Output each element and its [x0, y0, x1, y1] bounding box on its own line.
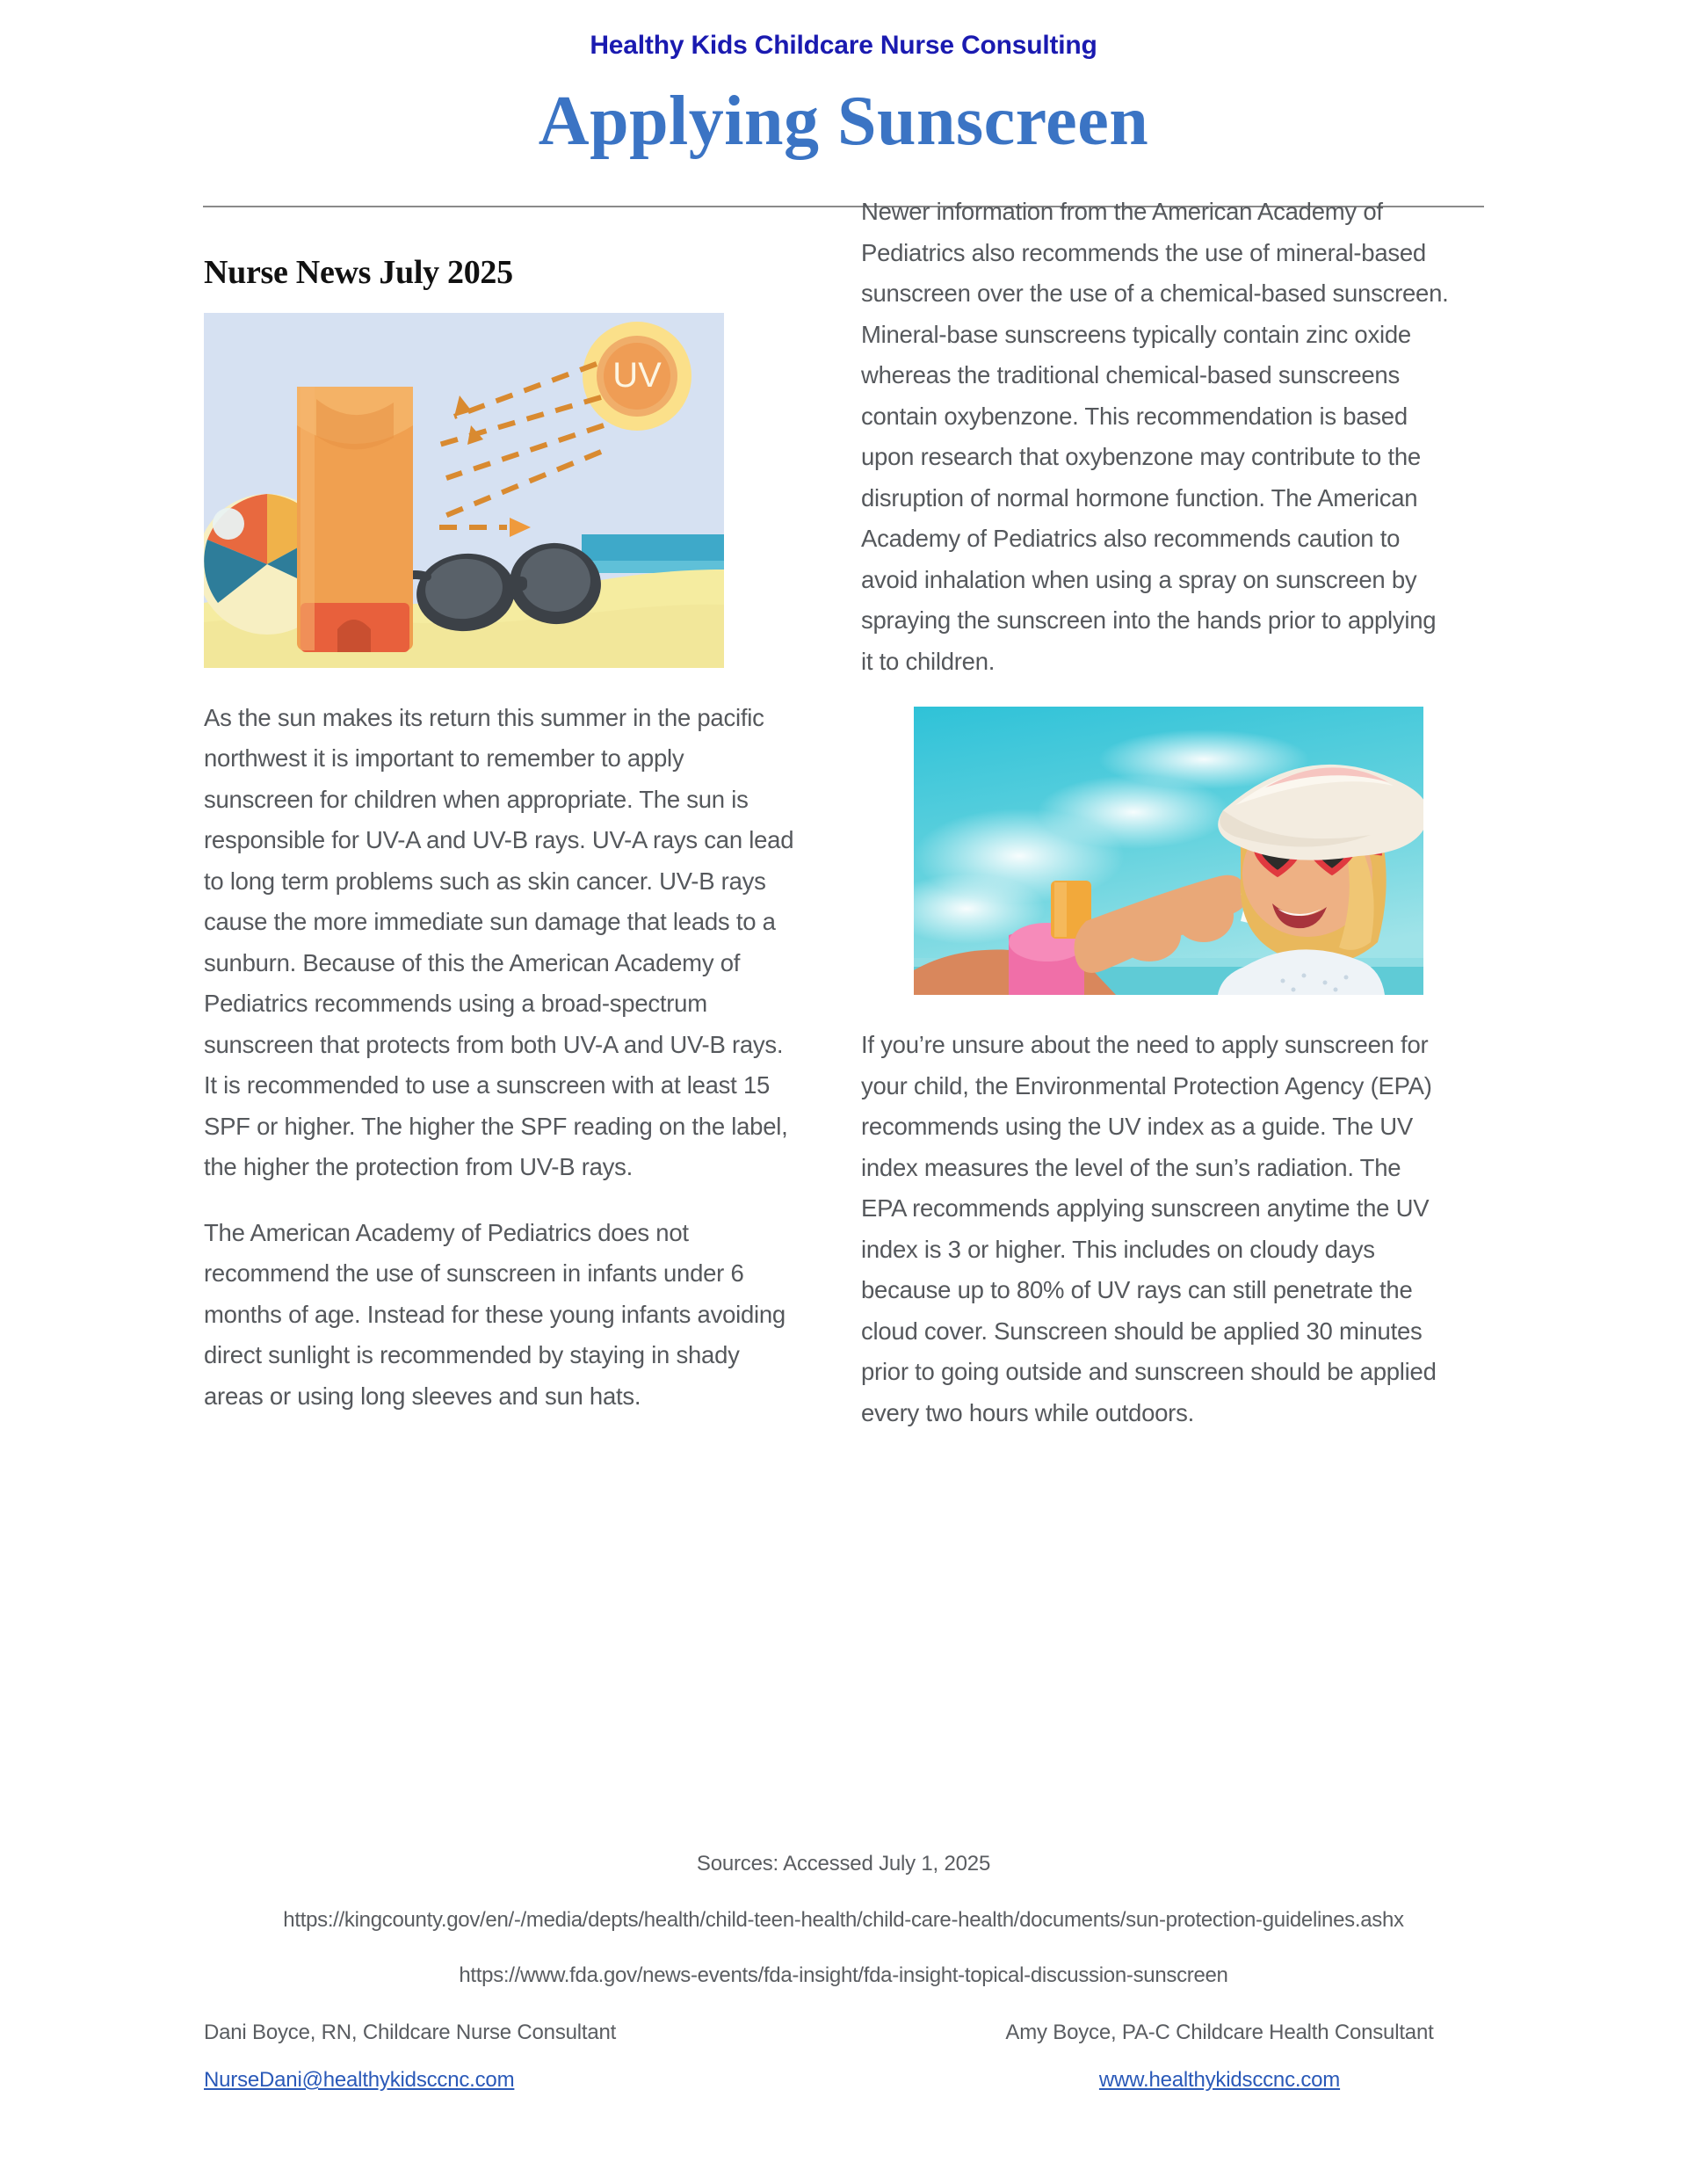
content-columns [0, 198, 1687, 1433]
source-url-1: https://kingcounty.gov/en/-/media/depts/health/child-teen-health/child-care-health/documents/sun-protection-guidelines.ashx [283, 1907, 1404, 1932]
contact-name-1: Dani Boyce, RN, Childcare Nurse Consultant [204, 2021, 617, 2044]
sources-label: Sources: Accessed July 1, 2025 [696, 1852, 991, 1876]
masthead [0, 0, 1687, 207]
child-sunscreen-photo-svg [914, 707, 1423, 995]
source-url-2: https://www.fda.gov/news-events/fda-insight/fda-insight-topical-discussion-sunscreen [459, 1963, 1228, 1988]
left-paragraph-2: The American Academy of Pediatrics does not recommend the use of sunscreen in infants under 6 months of age. Instead for these young infants avoiding direct sunlight is recommended by staying in shady areas or using long sleeves and sun hats. [204, 1218, 786, 1410]
contact-name-2: Amy Boyce, PA-C Childcare Health Consultant [1005, 2021, 1434, 2044]
left-column [204, 253, 794, 1417]
sunscreen-beach-illustration [204, 313, 724, 668]
left-paragraph-1: As the sun makes its return this summer in the pacific northwest it is important to remember to apply sunscreen for children when appropriate. The sun is responsible for UV-A and UV-B rays. UV-A rays can lead to long term problems such as skin cancer. UV-B rays cause the more immediate sun damage that leads to a sunburn. Because of this the American Academy of Pediatrics recommends using a broad-spectrum sunscreen that protects from both UV-A and UV-B rays. It is recommended to use a sunscreen with at least 15 SPF or higher. The higher the SPF reading on the label, the higher the protection from UV-B rays. [204, 703, 794, 1181]
section-heading-nurse-news: Nurse News July 2025 [204, 254, 513, 291]
uv-sun-label: UV [612, 355, 662, 395]
contact-website-link[interactable]: www.healthykidsccnc.com [1098, 2068, 1341, 2092]
page-title: Applying Sunscreen [538, 83, 1149, 160]
contact-links-row [0, 2068, 1687, 2093]
right-column [861, 192, 1452, 1433]
organization-name: Healthy Kids Childcare Nurse Consulting [590, 31, 1097, 60]
footer [0, 1849, 1687, 2093]
contact-email-link[interactable]: NurseDani@healthykidsccnc.com [204, 2068, 515, 2092]
child-sunscreen-photo [914, 707, 1423, 995]
sunscreen-beach-illustration-svg [204, 313, 724, 668]
contact-names-row [0, 2021, 1687, 2045]
right-paragraph-2: If you’re unsure about the need to apply sunscreen for your child, the Environmental Protection Agency (EPA) recommends using the UV index as a guide. The UV index measures the level of the sun’s radiation. The EPA recommends applying sunscreen anytime the UV index is 3 or higher. This includes on cloudy days because up to 80% of UV rays can still penetrate the cloud cover. Sunscreen should be applied 30 minutes prior to going outside and sunscreen should be applied every two hours while outdoors. [861, 1031, 1437, 1426]
right-paragraph-1: Newer information from the American Academy of Pediatrics also recommends the use of mineral-based sunscreen over the use of a chemical-based sunscreen. Mineral-base sunscreens typically contain zinc oxide whereas the traditional chemical-based sunscreens contain oxybenzone. This recommendation is based upon research that oxybenzone may contribute to the disruption of normal hormone function. The American Academy of Pediatrics also recommends caution to avoid inhalation when using a spray on sunscreen by spraying the sunscreen into the hands prior to applying it to children. [861, 198, 1449, 675]
